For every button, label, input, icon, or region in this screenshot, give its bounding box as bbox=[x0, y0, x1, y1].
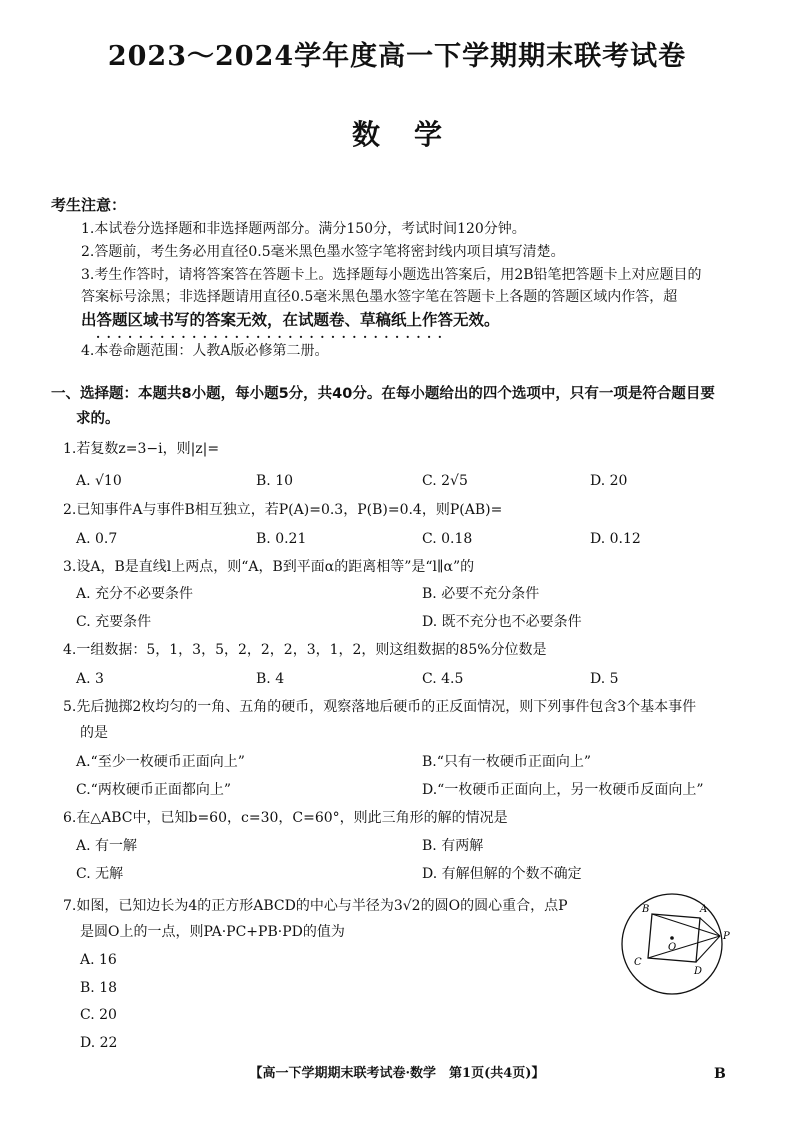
question-option: B. 有两解 bbox=[422, 838, 484, 854]
label-c: C bbox=[634, 957, 642, 968]
circle-square-figure bbox=[620, 888, 732, 1000]
notice-item: 2.答题前，考生务必用直径0.5毫米黑色墨水签字笔将密封线内项目填写清楚。 bbox=[81, 244, 565, 260]
center-point bbox=[670, 936, 674, 940]
notice-item-emphasis: 出答题区域书写的答案无效，在试题卷、草稿纸上作答无效。 bbox=[81, 311, 500, 329]
question-option: C. 0.18 bbox=[422, 531, 473, 547]
section-title: 一、选择题：本题共8小题，每小题5分，共40分。在每小题给出的四个选项中，只有一项是符合题目要 bbox=[51, 386, 715, 402]
question-option: D. 有解但解的个数不确定 bbox=[422, 866, 582, 882]
question-stem: 5.先后抛掷2枚均匀的一角、五角的硬币，观察落地后硬币的正反面情况，则下列事件包含3个基本事件 bbox=[63, 699, 697, 715]
subject-title: 数学 bbox=[351, 118, 476, 151]
question-option: B.“只有一枚硬币正面向上” bbox=[422, 754, 592, 770]
question-option: A. 16 bbox=[80, 952, 117, 968]
question-option: C. 2√5 bbox=[422, 473, 468, 489]
notice-item: 答案标号涂黑；非选择题请用直径0.5毫米黑色墨水签字笔在答题卡上各题的答题区域内作答，超 bbox=[81, 289, 678, 305]
question-option: C.“两枚硬币正面都向上” bbox=[76, 782, 231, 798]
notice-item: 3.考生作答时，请将答案答在答题卡上。选择题每小题选出答案后，用2B铅笔把答题卡上对应题目的 bbox=[81, 267, 702, 283]
question-option: B. 18 bbox=[80, 980, 118, 996]
question-option: B. 10 bbox=[256, 473, 294, 489]
emphasis-dots: ································· bbox=[96, 330, 449, 344]
question-option: A. 充分不必要条件 bbox=[76, 586, 194, 602]
question-option: C. 20 bbox=[80, 1007, 117, 1023]
label-o: O bbox=[668, 942, 677, 953]
question-option: A. √10 bbox=[76, 473, 122, 489]
exam-title: 2023～2024学年度高一下学期期末联考试卷 bbox=[107, 41, 687, 72]
question-option: D. 0.12 bbox=[590, 531, 641, 547]
label-d: D bbox=[694, 966, 703, 977]
question-option: A. 0.7 bbox=[76, 531, 118, 547]
question-stem-cont: 是圆O上的一点，则PA·PC+PB·PD的值为 bbox=[80, 924, 345, 940]
notice-heading: 考生注意： bbox=[51, 196, 127, 214]
question-option: D. 既不充分也不必要条件 bbox=[422, 614, 582, 630]
question-option: C. 4.5 bbox=[422, 671, 464, 687]
label-b: B bbox=[642, 904, 650, 915]
question-option: D. 20 bbox=[590, 473, 628, 489]
label-p: P bbox=[723, 931, 730, 942]
label-a: A bbox=[700, 904, 708, 915]
question-option: A.“至少一枚硬币正面向上” bbox=[76, 754, 245, 770]
question-option: B. 0.21 bbox=[256, 531, 307, 547]
question-stem: 1.若复数z=3−i，则|z|= bbox=[63, 441, 220, 457]
question-option: D. 5 bbox=[590, 671, 619, 687]
question-stem: 2.已知事件A与事件B相互独立，若P(A)=0.3，P(B)=0.4，则P(AB)= bbox=[63, 502, 503, 518]
version-mark: B bbox=[714, 1066, 726, 1082]
question-option: B. 必要不充分条件 bbox=[422, 586, 540, 602]
question-option: D.“一枚硬币正面向上，另一枚硬币反面向上” bbox=[422, 782, 704, 798]
question-option: B. 4 bbox=[256, 671, 285, 687]
notice-item: 1.本试卷分选择题和非选择题两部分。满分150分，考试时间120分钟。 bbox=[81, 221, 526, 237]
notice-item: 4.本卷命题范围：人教A版必修第二册。 bbox=[81, 343, 329, 359]
question-stem: 7.如图，已知边长为4的正方形ABCD的中心与半径为3√2的圆O的圆心重合，点P bbox=[63, 898, 568, 914]
question-stem: 3.设A，B是直线l上两点，则“A，B到平面α的距离相等”是“l∥α”的 bbox=[63, 559, 475, 575]
question-stem-cont: 的是 bbox=[80, 725, 108, 741]
question-stem: 6.在△ABC中，已知b=60，c=30，C=60°，则此三角形的解的情况是 bbox=[63, 810, 508, 826]
question-option: A. 有一解 bbox=[76, 838, 138, 854]
question-option: C. 无解 bbox=[76, 866, 124, 882]
page-footer: 【高一下学期期末联考试卷·数学 第1页(共4页)】 bbox=[249, 1066, 545, 1081]
question-option: A. 3 bbox=[76, 671, 104, 687]
question-option: C. 充要条件 bbox=[76, 614, 152, 630]
question-stem: 4.一组数据：5，1，3，5，2，2，2，3，1，2，则这组数据的85%分位数是 bbox=[63, 642, 547, 658]
section-title-cont: 求的。 bbox=[76, 411, 120, 427]
question-option: D. 22 bbox=[80, 1035, 118, 1051]
